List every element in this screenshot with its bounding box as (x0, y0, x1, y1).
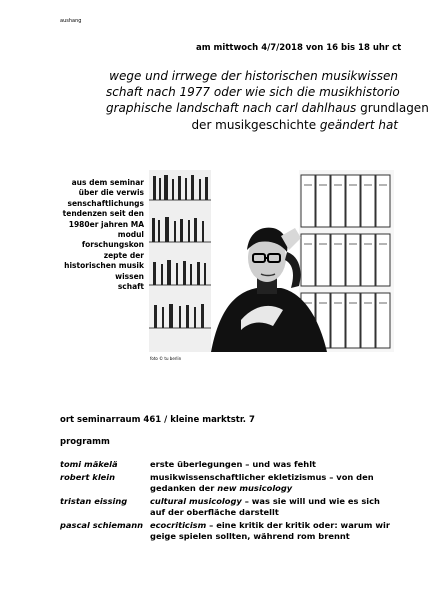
seminar-info-line: schaft (117, 282, 144, 292)
program-speaker: robert klein (60, 472, 116, 482)
seminar-info-line: tendenzen seit den (62, 209, 144, 219)
event-location: ort seminarraum 461 / kleine marktstr. 7 (60, 415, 255, 425)
seminar-info-line: zepte der (103, 250, 144, 260)
title-line-4-italic: geändert hat (319, 117, 398, 132)
program-talk-title: erste überlegungen – und was fehlt (150, 459, 317, 469)
top-label: aushang (60, 18, 82, 24)
photo-credit: foto © tu berlin (150, 356, 182, 361)
portrait-photo (149, 170, 394, 352)
program-talk-title: ecocriticism – eine kritik der kritik oder: warum wir geige spielen sollten, während rom brennt (150, 520, 390, 541)
program-speaker: tristan eissing (60, 496, 128, 506)
program-heading: programm (60, 437, 110, 447)
event-date-time: am mittwoch 4/7/2018 von 16 bis 18 uhr ct (196, 43, 402, 53)
program-speaker: pascal schiemann (60, 520, 144, 530)
seminar-info-line: wissen (115, 271, 144, 281)
poster-title (106, 68, 429, 133)
seminar-info-line: senschaftlichungs (67, 198, 144, 208)
title-line-2: schaft nach 1977 oder wie sich die musikhistorio (106, 85, 400, 100)
seminar-info-line: historischen musik (64, 261, 144, 271)
program-talk-title: musikwissenschaftlicher ekletizismus – von den gedanken der new musicology (150, 472, 374, 493)
seminar-info-line: über die verwis (78, 188, 144, 198)
seminar-info-line: 1980er jahren MA (68, 219, 144, 229)
title-line-1: wege und irrwege der historischen musikwissen (109, 69, 398, 83)
program-talk-title: cultural musicology – was sie will und wie es sich auf der oberfläche darstellt (150, 496, 380, 517)
title-line-3-rest: grundlagen (356, 101, 429, 116)
title-line-4-normal: der musikgeschichte (191, 117, 320, 132)
seminar-info-line: aus dem seminar (71, 178, 144, 187)
program-speaker: tomi mäkelä (60, 459, 118, 469)
seminar-info-line: modul (117, 230, 144, 240)
title-line-3-italic: graphische landschaft nach carl dahlhaus (106, 101, 357, 116)
seminar-info (60, 178, 144, 292)
seminar-info-line: forschungskon (81, 240, 144, 250)
